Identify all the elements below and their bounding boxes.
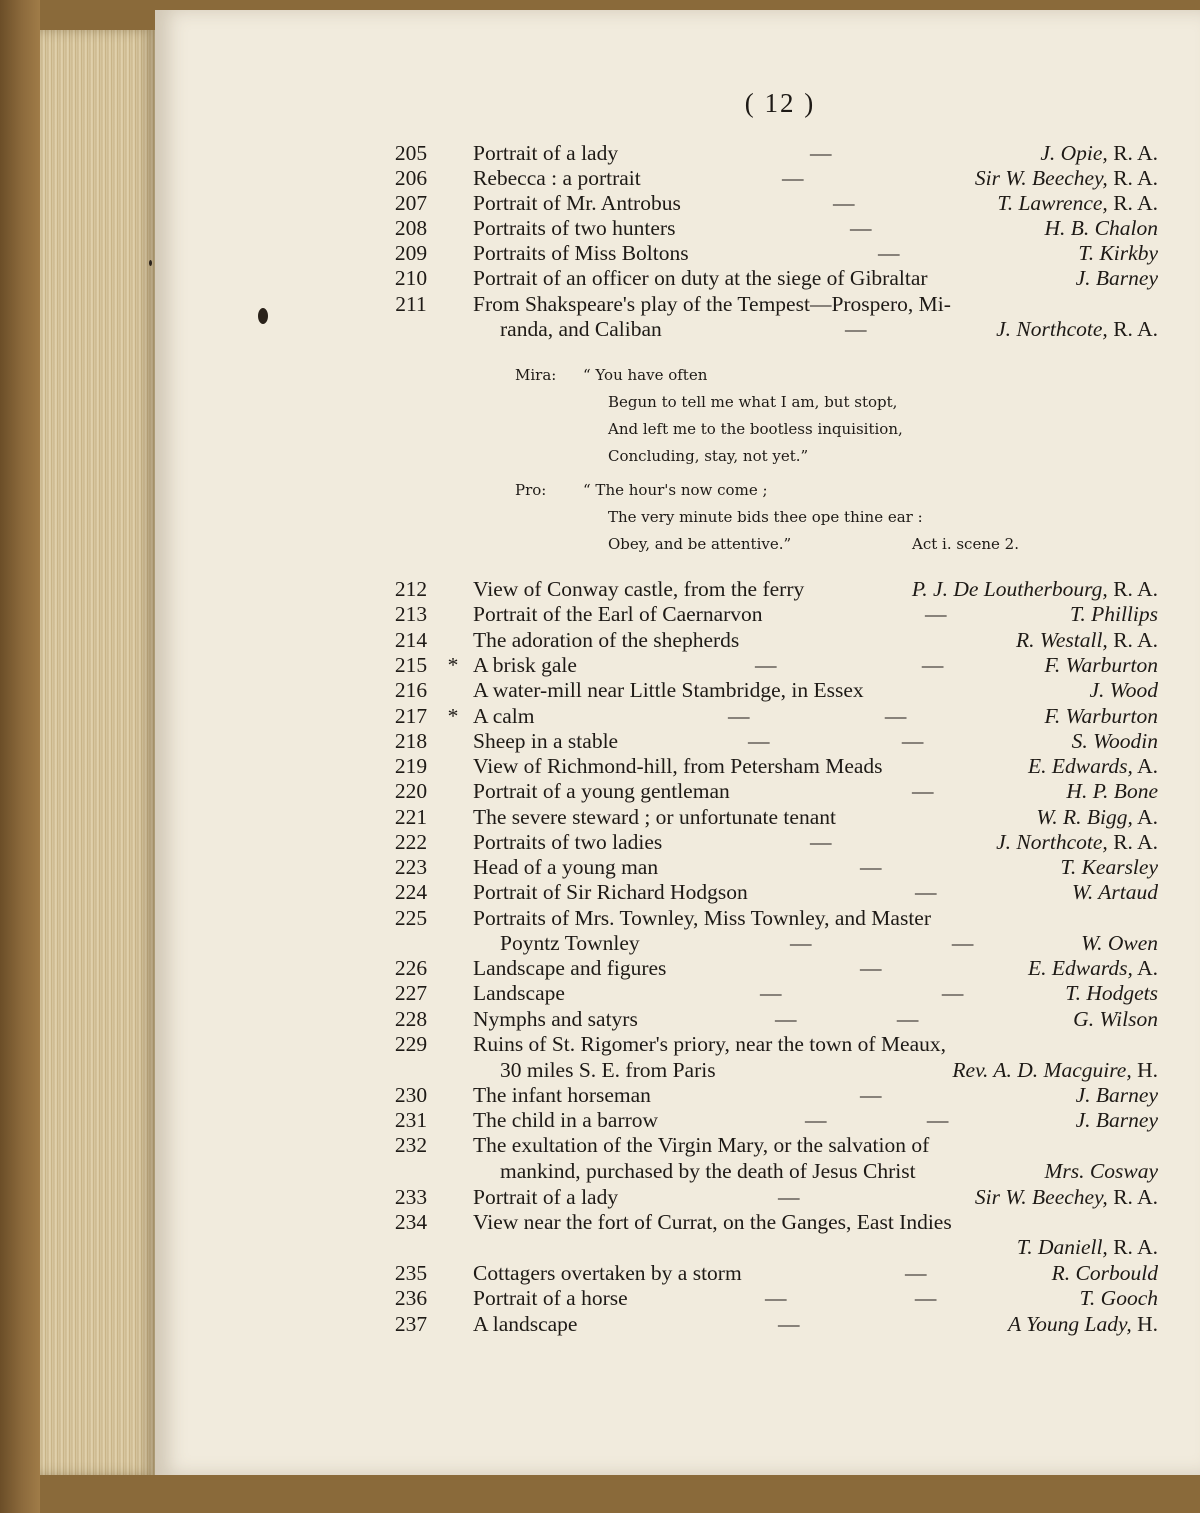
catalogue-entry [0,241,1200,266]
entry-number: 222 [394,830,428,854]
entry-title: The child in a barrow [473,1108,659,1132]
speaker-label: Mira: [515,366,557,384]
entry-dash: — — [748,729,924,753]
entry-artist: J. Opie, R. A. [1040,141,1158,165]
entry-number: 215 [394,653,428,677]
entry-dash: — [860,956,882,980]
quote-citation: Act i. scene 2. [912,535,1019,553]
quote-line: Concluding, stay, not yet.” [608,447,809,465]
entry-dash: — — [755,653,944,677]
entry-number: 206 [394,166,428,190]
catalogue-entry [0,779,1200,804]
entry-dash: — [912,779,934,803]
entry-artist: Sir W. Beechey, R. A. [974,1185,1158,1209]
catalogue-entry [0,266,1200,291]
entry-title: Landscape [473,981,565,1005]
catalogue-entry [0,1032,1200,1057]
catalogue-entry [0,292,1200,317]
entry-title: A brisk gale [473,653,577,677]
entry-number: 224 [394,880,428,904]
entry-artist: W. Owen [1081,931,1158,955]
entry-number: 209 [394,241,428,265]
catalogue-entry [0,678,1200,703]
catalogue-entry [0,216,1200,241]
entry-title: Nymphs and satyrs [473,1007,638,1031]
entry-star: * [447,653,459,677]
entry-title: The exultation of the Virgin Mary, or the salvation of [473,1133,930,1157]
entry-title: 30 miles S. E. from Paris [500,1058,716,1082]
quote-line: Begun to tell me what I am, but stopt, [608,393,898,411]
catalogue-entry [0,628,1200,653]
entry-artist: Rev. A. D. Macguire, H. [952,1058,1158,1082]
catalogue-entry [0,830,1200,855]
entry-number: 231 [394,1108,428,1132]
catalogue-entry [0,1286,1200,1311]
entry-dash: — — [760,981,964,1005]
entry-title: Portrait of Mr. Antrobus [473,191,681,215]
entry-title: From Shakspeare's play of the Tempest—Prospero, Mi- [473,292,951,316]
catalogue-entry [0,754,1200,779]
entry-artist: F. Warburton [1044,653,1158,677]
catalogue-entry [0,1235,1200,1260]
entry-title: Ruins of St. Rigomer's priory, near the town of Meaux, [473,1032,947,1056]
catalogue-entry [0,1108,1200,1133]
entry-title: The severe steward ; or unfortunate tenant [473,805,836,829]
entry-title: View of Conway castle, from the ferry [473,577,805,601]
entry-number: 233 [394,1185,428,1209]
entry-artist: Sir W. Beechey, R. A. [974,166,1158,190]
entry-number: 211 [395,292,427,316]
entry-dash: — [860,1083,882,1107]
quote-line: “ You have often [583,366,708,384]
catalogue-entry [0,981,1200,1006]
entry-number: 229 [394,1032,428,1056]
entry-dash: — — [805,1108,949,1132]
entry-title: Portraits of two hunters [473,216,676,240]
catalogue-entry [0,855,1200,880]
catalogue-entry [0,704,1200,729]
entry-dash: — — [775,1007,919,1031]
entry-title: Portraits of Miss Boltons [473,241,689,265]
entry-title: Poyntz Townley [500,931,640,955]
entry-dash: — [782,166,804,190]
catalogue-entry [0,906,1200,931]
catalogue-entry [0,653,1200,678]
entry-number: 218 [394,729,428,753]
catalogue-entry [0,317,1200,342]
catalogue-entry [0,956,1200,981]
entry-artist: J. Barney [1075,266,1158,290]
entry-dash: — [845,317,867,341]
entry-artist: T. Phillips [1069,602,1158,626]
entry-number: 208 [394,216,428,240]
catalogue-entry [0,1261,1200,1286]
entry-number: 210 [394,266,428,290]
entry-number: 221 [394,805,428,829]
entry-artist: S. Woodin [1071,729,1158,753]
entry-number: 212 [394,577,428,601]
entry-title: Landscape and figures [473,956,667,980]
entry-title: The infant horseman [473,1083,651,1107]
entry-number: 232 [394,1133,428,1157]
entry-artist: Mrs. Cosway [1044,1159,1158,1183]
catalogue-entry [0,1083,1200,1108]
entry-dash: — [778,1312,800,1336]
entry-dash: — [878,241,900,265]
entry-dash: — [833,191,855,215]
entry-title: A landscape [473,1312,578,1336]
catalogue-entry [0,577,1200,602]
entry-number: 227 [394,981,428,1005]
catalogue-entry [0,141,1200,166]
entry-number: 230 [394,1083,428,1107]
entry-number: 234 [394,1210,428,1234]
entry-number: 228 [394,1007,428,1031]
entry-title: Portrait of a young gentleman [473,779,730,803]
entry-artist: W. Artaud [1071,880,1158,904]
catalogue-entry [0,1007,1200,1032]
catalogue-entry [0,805,1200,830]
page-number: ( 12 ) [744,88,816,118]
entry-number: 213 [394,602,428,626]
entry-artist: E. Edwards, A. [1027,754,1158,778]
entry-artist: J. Northcote, R. A. [996,317,1158,341]
entry-number: 220 [394,779,428,803]
entry-artist: F. Warburton [1044,704,1158,728]
entry-artist: J. Barney [1075,1108,1158,1132]
catalogue-entry [0,602,1200,627]
entry-title: Portrait of Sir Richard Hodgson [473,880,748,904]
entry-artist: T. Lawrence, R. A. [997,191,1158,215]
quote-line: And left me to the bootless inquisition, [608,420,903,438]
catalogue-entry [0,1210,1200,1235]
entry-dash: — [778,1185,800,1209]
catalogue-entry [0,1312,1200,1337]
entry-title: Portrait of an officer on duty at the siege of Gibraltar [473,266,928,290]
entry-artist: J. Northcote, R. A. [996,830,1158,854]
entry-artist: T. Daniell, R. A. [1016,1235,1158,1259]
entry-title: Portraits of Mrs. Townley, Miss Townley, and Master [473,906,932,930]
quote-line: The very minute bids thee ope thine ear : [608,508,923,526]
entry-title: A water-mill near Little Stambridge, in Essex [473,678,864,702]
entry-title: Rebecca : a portrait [473,166,641,190]
entry-number: 235 [394,1261,428,1285]
quote-line: “ The hour's now come ; [583,481,768,499]
entry-artist: H. B. Chalon [1044,216,1158,240]
entry-artist: W. R. Bigg, A. [1036,805,1158,829]
entry-artist: P. J. De Loutherbourg, R. A. [911,577,1158,601]
entry-artist: R. Westall, R. A. [1016,628,1158,652]
catalogue-entry [0,931,1200,956]
catalogue-entry [0,1185,1200,1210]
entry-artist: T. Kearsley [1060,855,1158,879]
entry-number: 214 [394,628,428,652]
entry-number: 217 [394,704,428,728]
entry-artist: T. Gooch [1079,1286,1158,1310]
entry-artist: T. Hodgets [1065,981,1158,1005]
speaker-label: Pro: [515,481,547,499]
entry-dash: — — [765,1286,937,1310]
entry-number: 223 [394,855,428,879]
entry-artist: J. Barney [1075,1083,1158,1107]
entry-artist: J. Wood [1089,678,1158,702]
entry-title: Sheep in a stable [473,729,619,753]
entry-artist: E. Edwards, A. [1027,956,1158,980]
entry-title: A calm [473,704,535,728]
entry-dash: — [860,855,882,879]
entry-title: View of Richmond-hill, from Petersham Meads [473,754,883,778]
entry-dash: — [810,830,832,854]
entry-title: Portrait of a lady [473,141,619,165]
entry-artist: H. P. Bone [1066,779,1158,803]
entry-artist: G. Wilson [1073,1007,1158,1031]
entry-number: 236 [394,1286,428,1310]
entry-dash: — [905,1261,927,1285]
entry-title: The adoration of the shepherds [473,628,740,652]
entry-artist: T. Kirkby [1078,241,1158,265]
entry-dash: — [850,216,872,240]
entry-title: Portrait of a horse [473,1286,628,1310]
entry-number: 205 [394,141,428,165]
quote-line: Obey, and be attentive.” [608,535,792,553]
entry-title: mankind, purchased by the death of Jesus Christ [500,1159,916,1183]
entry-number: 207 [394,191,428,215]
catalogue-entry [0,1058,1200,1083]
entry-title: randa, and Caliban [500,317,662,341]
catalogue-entry [0,191,1200,216]
catalogue-entry [0,166,1200,191]
entry-title: Head of a young man [473,855,659,879]
catalogue-entry [0,880,1200,905]
entry-title: Portraits of two ladies [473,830,663,854]
entry-dash: — — [728,704,907,728]
catalogue-entry [0,1133,1200,1158]
entry-star: * [447,704,459,728]
entry-number: 219 [394,754,428,778]
entry-dash: — [810,141,832,165]
entry-artist: A Young Lady, H. [1008,1312,1158,1336]
entry-number: 237 [394,1312,428,1336]
entry-number: 216 [394,678,428,702]
entry-artist: R. Corbould [1051,1261,1158,1285]
entry-title: Cottagers overtaken by a storm [473,1261,742,1285]
entry-number: 226 [394,956,428,980]
catalogue-entry [0,1159,1200,1184]
catalogue-entry [0,729,1200,754]
entry-title: Portrait of a lady [473,1185,619,1209]
entry-title: Portrait of the Earl of Caernarvon [473,602,763,626]
entry-dash: — [915,880,937,904]
entry-number: 225 [394,906,428,930]
entry-title: View near the fort of Currat, on the Ganges, East Indies [473,1210,952,1234]
entry-dash: — — [790,931,974,955]
entry-dash: — [925,602,947,626]
